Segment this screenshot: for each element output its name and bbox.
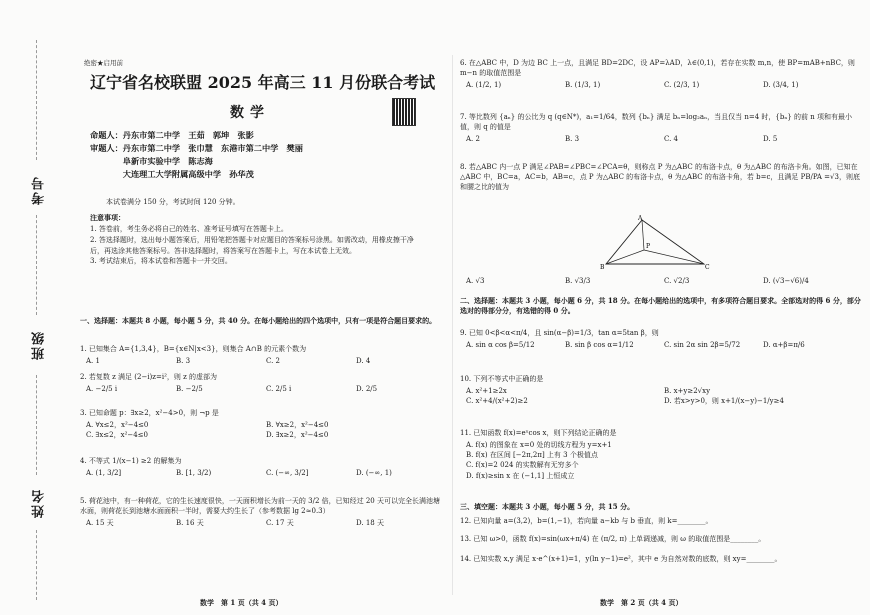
option: A. 2 (466, 135, 480, 144)
option: D. 2/5 (356, 385, 378, 394)
option: C. f(x)=2 024 的实数解有无穷多个 (466, 461, 579, 470)
vertex-label-a: A (638, 215, 643, 222)
subject-title: 数学 (230, 105, 270, 121)
option: A. −2/5 i (86, 385, 118, 394)
section-heading-text: 一、选择题：本题共 8 小题，每小题 5 分，共 40 分。在每小题给出的四个选项中，只有一项是符合题目要求的。 (80, 316, 437, 325)
vertex-label-c: C (705, 264, 710, 270)
author-row: 审题人：丹东市第二中学 张巾慧 东港市第二中学 樊丽 (90, 143, 303, 154)
question-text: 13. 已知 ω>0，函数 f(x)=sin(ωx+π/4) 在 (π/2, π) 上单调递减，则 ω 的取值范围是________。 (460, 535, 766, 543)
gutter-divider (36, 530, 37, 600)
question-text: 10. 下列不等式中正确的是 (460, 375, 544, 383)
option: D. 若x>y>0，则 x+1/(x−y)−1/y≥4 (664, 397, 784, 406)
question-text: 9. 已知 0<β<α<π/4，且 sin(α−β)=1/3，tan α=5tan β，则 (460, 329, 659, 337)
note-item: 1. 答卷前，考生务必将自己的姓名、准考证号填写在答题卡上。 (90, 224, 288, 233)
question-11 (460, 428, 862, 483)
option: A. (1/2, 1) (466, 81, 502, 90)
notes-heading: 注意事项： (90, 213, 125, 222)
option: C. 17 天 (266, 519, 294, 528)
question-9 (460, 328, 862, 352)
option-list (86, 468, 446, 478)
option: D. α+β=π/6 (763, 341, 805, 350)
note-item: 3. 考试结束后，将本试卷和答题卡一并交回。 (90, 257, 232, 266)
option-list (466, 340, 862, 350)
exam-number-label: 考号 (32, 175, 47, 205)
qr-code-icon (392, 98, 416, 126)
option: C. 4 (664, 135, 679, 144)
option: D. (3/4, 1) (763, 81, 799, 90)
option: D. 18 天 (356, 519, 384, 528)
option: D. 5 (763, 135, 778, 144)
option-list (86, 384, 446, 394)
exam-info: 本试卷满分 150 分，考试时间 120 分钟。 (106, 198, 240, 206)
option: C. √2/3 (664, 277, 690, 285)
question-text: 11. 已知函数 f(x)=eˣcos x，则下列结论正确的是 (460, 429, 617, 437)
option: C. x²+4/(x²+2)≥2 (466, 397, 528, 406)
option-list (86, 356, 446, 366)
section-1-heading (80, 316, 446, 326)
class-label: 班级 (32, 330, 47, 360)
brocard-triangle-figure (600, 214, 710, 270)
question-text: 7. 等比数列 {aₙ} 的公比为 q (q∈N*)，a₁=1/64，数列 {bₙ} 满足 bₙ=log₂aₙ，当且仅当 n=4 时，{bₙ} 的前 n 项和有最小值，则 q 的值是 (460, 113, 852, 132)
question-text: 1. 已知集合 A={1,3,4}，B={x∈N|x<3}，则集合 A∩B 的元素个数为 (80, 345, 307, 353)
page-footer-right: 数学 第 2 页（共 4 页） (600, 598, 683, 607)
option: A. sin α cos β=5/12 (466, 341, 535, 350)
page-footer-left: 数学 第 1 页（共 4 页） (200, 598, 283, 607)
page-divider (452, 55, 453, 595)
section-heading-text: 二、选择题：本题共 3 小题，每小题 6 分，共 18 分。在每小题给出的选项中，有多项符合题目要求。全部选对的得 6 分，部分选对的得部分分，有选错的得 0 分。 (460, 296, 861, 316)
option-list (466, 386, 862, 406)
option: B. √3/3 (565, 277, 591, 285)
option: C. 2/5 i (266, 385, 292, 394)
question-text: 6. 在△ABC 中，D 为边 BC 上一点，且满足 BD=2DC，设 AP=λAD，λ∈(0,1)，若存在实数 m,n，使 BP=mAB+nBC，则 m−n 的取值范围是 (460, 59, 855, 78)
option: B. (1/3, 1) (565, 81, 601, 90)
option: C. (−∞, 3/2] (266, 469, 309, 478)
question-10 (460, 374, 862, 408)
question-text: 5. 荷花池中，有一种荷花，它的生长速度很快，一天面积增长为前一天的 3/2 倍，已知经过 20 天可以完全长满池塘水面，则荷花长到池塘水面面积一半时，需要大约生长了（参考数据 lg 2≈0.3） (80, 497, 440, 516)
secret-mark: 绝密★启用前 (84, 59, 123, 67)
option: B. x+y≥2√xy (664, 387, 711, 396)
option: A. ∀x≤2，x²−4≤0 (86, 421, 149, 430)
question-text: 2. 若复数 z 满足 (2−i)z=i²，则 z 的虚部为 (80, 373, 218, 381)
question-7 (460, 112, 862, 146)
option: B. 16 天 (176, 519, 204, 528)
gutter-divider (36, 375, 37, 475)
question-8 (460, 162, 862, 192)
option-list (86, 420, 446, 440)
option: C. ∃x≤2，x²−4≤0 (86, 431, 149, 440)
author-list (90, 129, 303, 182)
vertex-label-b: B (600, 264, 605, 270)
question-1 (80, 344, 446, 368)
point-label-p: P (646, 243, 651, 250)
question-8-options (460, 274, 862, 288)
option: C. sin 2α sin 2β=5/72 (664, 341, 741, 350)
option: A. (1, 3/2] (86, 469, 122, 478)
question-5 (80, 496, 446, 530)
gutter-divider (36, 40, 37, 160)
section-heading-text: 三、填空题：本题共 3 小题，每小题 5 分，共 15 分。 (460, 502, 635, 511)
question-text: 14. 已知实数 x,y 满足 x·e^(x+1)=1，y(ln y−1)=e²，其中 e 为自然对数的底数，则 xy=________。 (460, 555, 782, 563)
option: B. −2/5 (176, 385, 203, 394)
option: B. [1, 3/2) (176, 469, 212, 478)
exam-title: 辽宁省名校联盟 2025 年高三 11 月份联合考试 (90, 73, 436, 92)
option: A. 1 (86, 357, 100, 366)
question-2 (80, 372, 446, 396)
option: D. ∃x≥2，x²−4≤0 (266, 431, 329, 440)
author-row: 大连理工大学附属高级中学 孙华茂 (90, 169, 254, 180)
section-2-heading (460, 296, 862, 316)
question-text: 12. 已知向量 a=(3,2)，b=(1,−1)，若向量 a−kb 与 b 垂直，则 k=________。 (460, 517, 713, 525)
option: A. x²+1≥2x (466, 387, 507, 396)
question-14 (460, 554, 862, 564)
option: D. 4 (356, 357, 371, 366)
question-3 (80, 408, 446, 442)
section-3-heading (460, 502, 862, 512)
option: B. 3 (176, 357, 191, 366)
option: B. f(x) 在区间 [−2π,2π] 上有 3 个极值点 (466, 451, 598, 460)
option: B. 3 (565, 135, 580, 144)
option: A. 15 天 (86, 519, 114, 528)
option: B. ∀x≥2，x²−4≤0 (266, 421, 329, 430)
name-label: 姓名 (32, 488, 47, 518)
author-row: 命题人：丹东市第二中学 王茹 郭坤 张影 (90, 130, 254, 140)
option: C. 2 (266, 357, 281, 366)
option-list (466, 276, 862, 286)
option: D. (−∞, 1) (356, 469, 392, 478)
question-text: 8. 若△ABC 内一点 P 满足∠PAB=∠PBC=∠PCA=θ，则称点 P 为△ABC 的布洛卡点，θ 为△ABC 的布洛卡角。如图，已知在△ABC 中，BC=a，AC=b，AB=c，点 P 为△ABC 的布洛卡点，θ 为△ABC 的布洛卡角，若 b=c，且满足 PB/PA =√3，则底和腰之比的值为 (460, 163, 860, 192)
option: A. √3 (466, 277, 485, 285)
option: D. (√3−√6)/4 (763, 277, 809, 285)
option: C. (2/3, 1) (664, 81, 700, 90)
option-list (466, 440, 862, 481)
note-item: 2. 答选择题时，选出每小题答案后，用铅笔把答题卡对应题目的答案标号涂黑。如需改动，用橡皮擦干净后，再选涂其他答案标号。答非选择题时，将答案写在答题卡上，写在本试卷上无效。 (90, 235, 414, 255)
option-list (466, 134, 862, 144)
option: B. sin β cos α=1/12 (565, 341, 634, 350)
option-list (466, 80, 862, 90)
option: A. f(x) 的图象在 x=0 处的切线方程为 y=x+1 (466, 441, 612, 450)
option-list (86, 518, 446, 528)
question-text: 4. 不等式 1/(x−1) ≥2 的解集为 (80, 457, 182, 465)
question-text: 3. 已知命题 p：∃x≥2，x²−4>0，则 ¬p 是 (80, 409, 219, 417)
question-13 (460, 534, 862, 544)
option: D. f(x)≥sin x 在 (−1,1] 上恒成立 (466, 471, 575, 480)
question-12 (460, 516, 862, 526)
binding-gutter (0, 0, 78, 615)
author-row: 阜新市实验中学 陈志海 (90, 156, 213, 167)
question-4 (80, 456, 446, 480)
gutter-divider (36, 215, 37, 315)
question-6 (460, 58, 862, 92)
notes-block (90, 213, 425, 267)
